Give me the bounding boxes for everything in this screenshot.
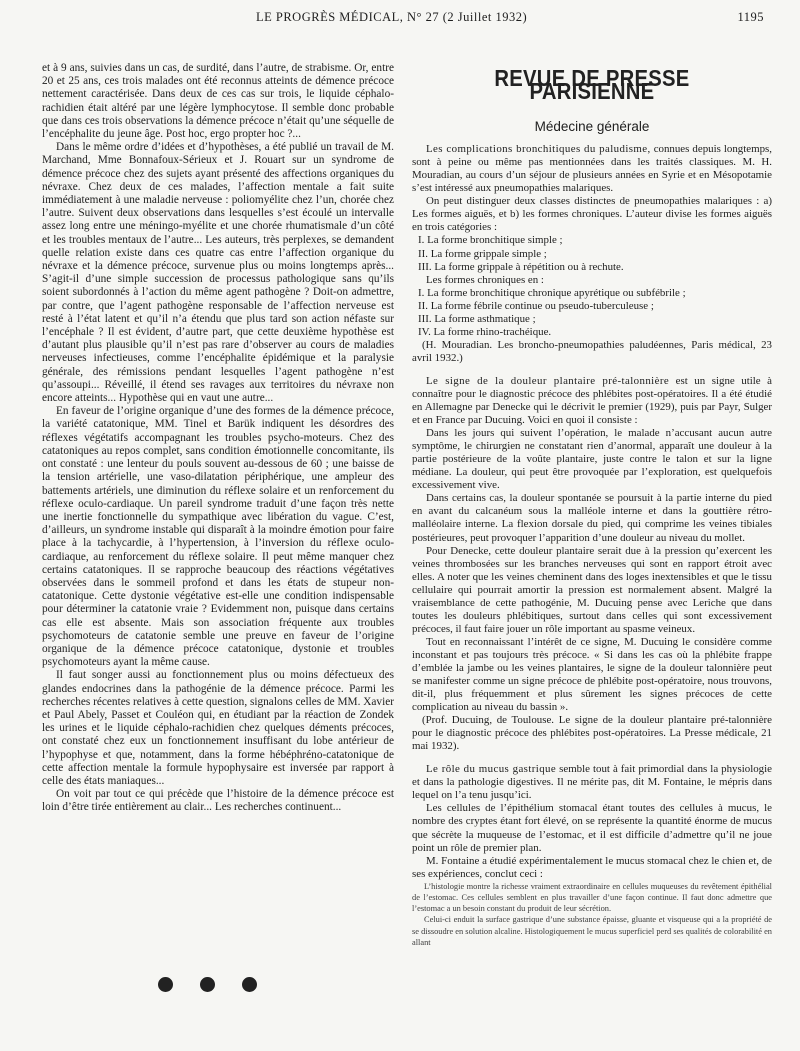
- article-intro: [412, 763, 772, 802]
- revue-title: REVUE DE PRESSE PARISIENNE: [494, 65, 690, 105]
- article-text: semble tout à fait primordial dans la physiologie et dans la pathologie digestives. Il ne mérite pas, dit M. Fontaine, le mépris dans lequel on l’a tenu jusqu’ici.: [412, 763, 772, 802]
- list-item: III. La forme asthmatique ;: [418, 312, 536, 325]
- spacer: [412, 365, 772, 375]
- paragraph: On voit par tout ce qui précède que l’histoire de la démence précoce est loin d’être tirée entièrement au clair... Les recherches continuent...: [42, 788, 394, 814]
- ornament-dots: [158, 977, 268, 997]
- running-header: [36, 10, 764, 30]
- ornament-dot: [158, 977, 173, 992]
- page-number: 1195: [737, 10, 764, 24]
- paragraph: Dans certains cas, la douleur spontanée se poursuit à la partie interne du pied en avant du calcanéum sous la malléole interne et dans la gouttière rétro-malléolaire interne. La flexion dorsale du pied, qui comprime les veines tibiales postérieures, peut provoquer l’apparition d’une douleur au niveau du mollet.: [412, 492, 772, 544]
- paragraph: En faveur de l’origine organique d’une des formes de la démence précoce, la variété catatonique, MM. Tinel et Barük indiquent les désordres des réflexes végétatifs accompagnant les troubles psycho-moteurs. Chez des catatoniques au repos complet, sans condition émotionnelle concomitante, ils ont constaté : une lenteur du pouls souvent au-dessous de 60 ; une baisse de la tension artérielle, une vaso-dilatation périphérique, une ampleur des battements artériels, une diminution du réflexe solaire et un renforcement du réflexe oculo-cardiaque. Un pareil syndrome traduit d’une façon très nette une inertie fonctionnelle du sympathique avec libération du vague. C’est, d’ailleurs, un syndrome instable qui disparaît à la moindre émotion pour faire place à la tachycardie, à l’hypertension, à l’inversion du réflexe oculo-cardiaque, au renforcement du réflexe solaire. Il peut même manquer chez certains catatoniques. Il se rapproche beaucoup des réactions végétatives observées dans le sommeil profond et dans les états de stupeur non-catatonique. Cette dystonie végétative est-elle une condition indispensable pour déterminer la catatonie vraie ? Evidemment non, puisque dans certains cas elle est absente. Mais son association fréquente aux troubles psychomoteurs de catatonie semble une preuve en faveur de l’origine organique de la démence précoce catatonique, dystonie et troubles psychomoteurs ayant la même cause.: [42, 405, 394, 669]
- paragraph: M. Fontaine a étudié expérimentalement le mucus stomacal chez le chien et, de ses expériences, conclut ceci :: [412, 854, 772, 880]
- article-intro: [412, 143, 772, 195]
- paragraph: Tout en reconnaissant l’intérêt de ce signe, M. Ducuing le considère comme inconstant et pas toujours très précoce. « Si dans les cas où la phlébite frappe d’emblée la jambe ou les veines plantaires, le signe de la douleur talonnière peut se manifester comme un signe précoce de phlébite post-opératoire, nous trouvons, dit-il, plus fréquemment et plus sûrement les signes précoces de cette complication au niveau du bassin ».: [412, 635, 772, 714]
- paragraph: Dans les jours qui suivent l’opération, le malade n’accusant aucun autre symptôme, le chirurgien ne constatant rien d’anormal, apparaît une douleur à la partie postérieure de la voûte plantaire, juste contre le talon et sur la ligne médiane. La douleur, qui peut être provoquée par l’exploration, est quelquefois excessivement vive.: [412, 427, 772, 492]
- paragraph: Les formes chroniques en :: [426, 273, 544, 286]
- ornament-dot: [242, 977, 257, 992]
- article-heading: Le signe de la douleur plantaire pré-talonnière: [426, 374, 670, 387]
- list-item: II. La forme grippale simple ;: [418, 247, 547, 260]
- citation: (H. Mouradian. Les broncho-pneumopathies paludéennes, Paris médical, 23 avril 1932.): [412, 338, 772, 364]
- quoted-paragraph: Celui-ci enduit la surface gastrique d’une substance épaisse, gluante et visqueuse qui a la propriété de se dissoudre en solution alcaline. Histologiquement le mucus superficiel perd ses qualités de colorabilité en allant: [412, 915, 772, 947]
- journal-title: LE PROGRÈS MÉDICAL, N° 27 (2 Juillet 1932): [256, 10, 528, 24]
- list-item: IV. La forme rhino-trachéique.: [418, 325, 552, 338]
- spacer: [412, 753, 772, 763]
- left-column: [42, 62, 394, 815]
- article-intro: [412, 375, 772, 427]
- quoted-paragraph: L’histologie montre la richesse vraiment extraordinaire en cellules muqueuses du revêtement épithélial de l’estomac. Ces cellules semblent en plus travailler d’une façon continue. Il faut donc admettre que l’estomac a un besoin constant du produit de leur sécrétion.: [412, 881, 772, 914]
- section-title: Médecine générale: [534, 119, 650, 135]
- right-column: [412, 62, 772, 948]
- paragraph: et à 9 ans, suivies dans un cas, de surdité, dans l’autre, de strabisme. Or, entre 20 et 25 ans, ces trois malades ont été reconnus atteints de démence précoce nettement caractérisée. Dans deux de ces cas sur trois, le liquide céphalo-rachidien était altéré par une légère lymphocytose. Il semble donc probable que dans ces trois observations la démence précoce n’était qu’une séquelle de l’encéphalite du jeune âge. Post hoc, ergo propter hoc ?...: [42, 62, 394, 141]
- paragraph: Pour Denecke, cette douleur plantaire serait due à la pression qu’exercent les veines thrombosées sur les branches nerveuses qui sont en rapport étroit avec elles. A noter que les veines cheminent dans des loges inextensibles et que le tissu cellulaire qui pourrait amortir la pression est normalement absent. Malgré la vraisemblance de cette pathogénie, M. Ducuing pense avec Leriche que dans toutes les douleurs phlébitiques, surtout dans celles qui sont excessivement précoces, il faut faire jouer un rôle important au spasme veineux.: [412, 544, 772, 635]
- paragraph: Dans le même ordre d’idées et d’hypothèses, a été publié un travail de M. Marchand, Mme Bonnafoux-Sérieux et J. Rouart sur un syndrome de démence précoce chez des sujets ayant présenté des affections organiques du névraxe. Chez deux de ces malades, l’affection mentale a fait suite immédiatement à une maladie nerveuse : poliomyélite chez l’un, chorée chez l’autre. Suivent deux observations dans lesquelles s’est écoulé un intervalle assez long entre une méningo-myélite et une chorée rhumatismale d’un côté et les troubles mentaux de l’autre... Les auteurs, très perplexes, se demandent quelle relation existe dans ces quatre cas entre l’affection organique du névraxe et la démence précoce, survenue plus ou moins longtemps après... S’agit-il d’une simple succession de processus pathologique sans qu’ils soient subordonnés à l’action du même agent pathogène ? Doit-on admettre, par contre, que l’agent pathogène responsable de l’affection nerveuse est resté à l’état latent et qu’il n’a étendu que plus tard son action néfaste sur l’encéphale ? Il est évident, d’autre part, que cette deuxième hypothèse est d’autant plus plausible qu’il n’est pas rare d’observer au cours de maladies nerveuses infectieuses, comme l’encéphalite épidémique et la paralysie générale, des rémissions pendant lesquelles l’agent pathogène n’est qu’assoupi... Réveillé, il étend ses ravages aux territoires du névraxe non encore atteints... Hypothèse qui en vaut une autre...: [42, 141, 394, 405]
- list-item: II. La forme fébrile continue ou pseudo-tuberculeuse ;: [418, 299, 654, 312]
- ornament-dot: [200, 977, 215, 992]
- paragraph: Il faut songer aussi au fonctionnement plus ou moins défectueux des glandes endocrines dans la pathogénie de la démence précoce. Parmi les recherches récentes relatives à cette question, signalons celles de MM. Xavier et Paul Abely, Passet et Couléon qui, en étudiant par la réaction de Zondek les urines et le liquide céphalo-rachidien chez quelques déments précoces, ont constaté chez eux un fonctionnement insuffisant du lobe antérieur de l’hypophyse et que, notamment, dans la forme hébéphréno-catatonique de cette affection mentale la formule hypophysaire est inversée par rapport à celle des états maniaques...: [42, 669, 394, 787]
- list-item: I. La forme bronchitique chronique apyrétique ou subfébrile ;: [418, 286, 686, 299]
- paragraph: On peut distinguer deux classes distinctes de pneumopathies malariques : a) Les formes aiguës, et b) les formes chroniques. L’auteur divise les formes aiguës en trois catégories :: [412, 195, 772, 234]
- citation: (Prof. Ducuing, de Toulouse. Le signe de la douleur plantaire pré-talonnière pour le diagnostic précoce des phlébites post-opératoires. La Presse médicale, 21 mai 1932).: [412, 714, 772, 753]
- article-text: est un signe utile à connaître pour le diagnostic précoce des phlébites post-opératoires. Il a été étudié en Allemagne par Denecke qui le décrivit le premier (1929), puis par Payr, Sulger et en France par Ducuing. Voici en quoi il consiste :: [412, 374, 772, 427]
- article-heading: Les complications bronchitiques du paludisme,: [426, 143, 651, 156]
- paragraph: Les cellules de l’épithélium stomacal étant toutes des cellules à mucus, le nombre des cryptes étant fort élevé, on se représente la quantité énorme de mucus que sécrète la muqueuse de l’estomac, et il est difficile d’admettre qu’il ne joue point un rôle de premier plan.: [412, 802, 772, 854]
- list-item: III. La forme grippale à répétition ou à rechute.: [418, 260, 624, 273]
- article-heading: Le rôle du mucus gastrique: [426, 763, 557, 776]
- article-text: connues depuis longtemps, sont à peine ou même pas mentionnées dans les traités classiques. M. H. Mouradian, au cours d’un séjour de plusieurs années en Syrie et en Mésopotamie s’est intéressé aux pneumopathies malariques.: [412, 143, 772, 195]
- list-item: I. La forme bronchitique simple ;: [418, 234, 563, 247]
